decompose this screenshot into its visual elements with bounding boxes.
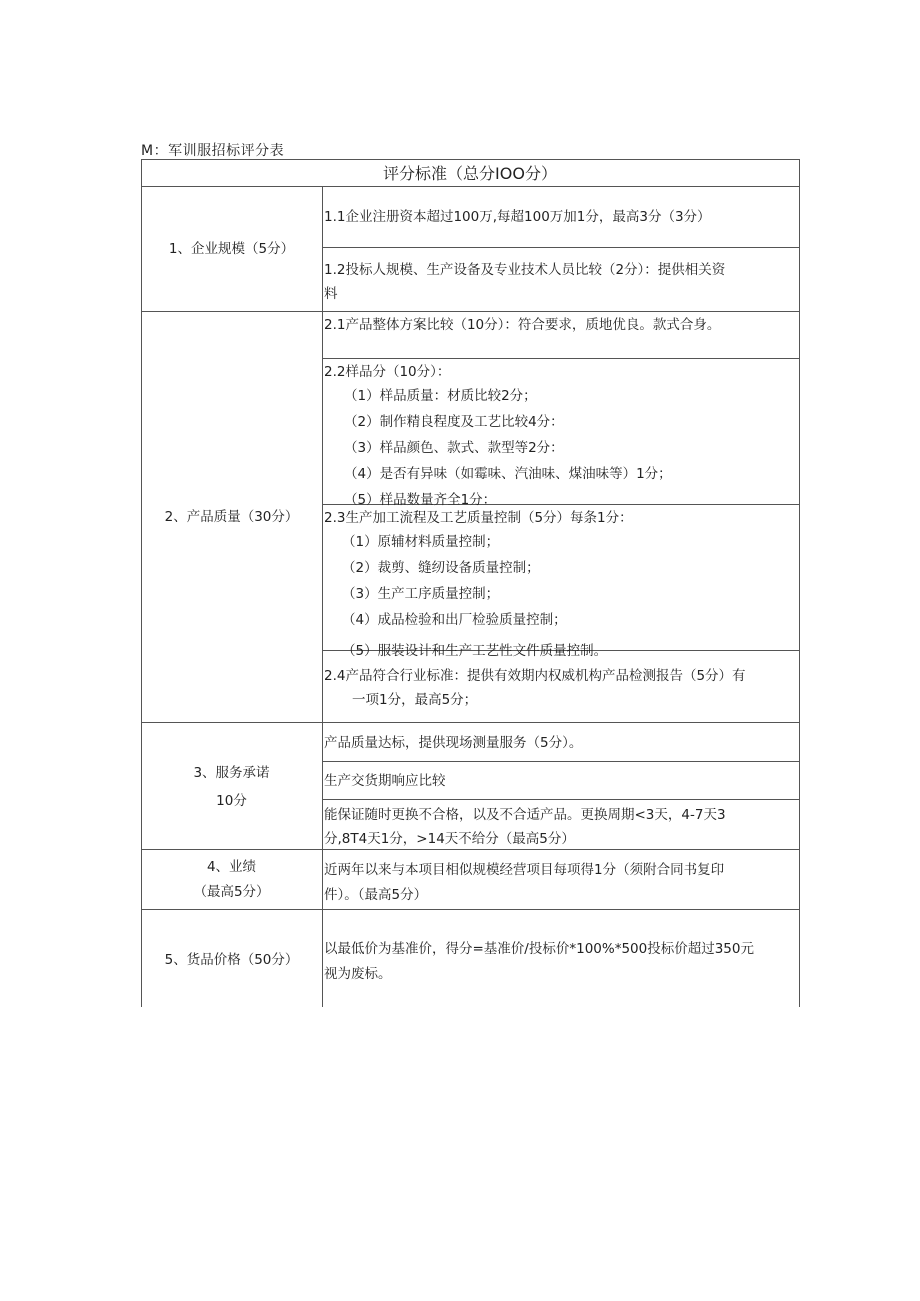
criterion-2-3-title: 2.3生产加工流程及工艺质量控制（5分）每条1分： — [324, 510, 633, 526]
criterion-2-1: 2.1产品整体方案比较（10分）：符合要求，质地优良。款式合身。 — [324, 317, 721, 333]
criterion-3-3-line2: 分,8T4天1分，>14天不给分（最高5分） — [324, 831, 575, 847]
table-header: 评分标准（总分IOO分） — [383, 164, 557, 183]
criterion-3-2: 生产交货期响应比较 — [324, 773, 446, 789]
list-item: （3）生产工序质量控制； — [342, 586, 500, 602]
section-label-price: 5、货品价格（50分） — [164, 952, 299, 968]
criterion-1-1: 1.1企业注册资本超过100万,每超100万加1分，最高3分（3分） — [324, 209, 711, 225]
list-item: （5）服装设计和生产工艺性文件质量控制。 — [342, 643, 608, 659]
list-item: （4）是否有异味（如霉味、汽油味、煤油味等）1分； — [344, 466, 672, 482]
list-item: （3）样品颜色、款式、款型等2分： — [344, 440, 564, 456]
list-item: （5）样品数量齐全1分： — [344, 492, 497, 508]
criterion-2-2 — [323, 359, 799, 508]
criterion-5-line1: 以最低价为基准价，得分=基准价/投标价*100%*500投标价超过350元 — [324, 941, 754, 957]
criterion-2-4-line1: 2.4产品符合行业标准：提供有效期内权威机构产品检测报告（5分）有 — [324, 668, 746, 684]
criterion-4-line2: 件）。（最高5分） — [324, 887, 428, 903]
criterion-1-2-line1: 1.2投标人规模、生产设备及专业技术人员比较（2分）：提供相关资 — [324, 262, 726, 278]
list-item: （2）制作精良程度及工艺比较4分： — [344, 414, 564, 430]
section-label-service: 3、服务承诺 — [193, 765, 270, 781]
section-label-service-points: 10分 — [216, 793, 247, 809]
list-item: （2）裁剪、缝纫设备质量控制； — [342, 560, 540, 576]
section-label-performance-max: （最高5分） — [193, 884, 270, 900]
criterion-3-1: 产品质量达标，提供现场测量服务（5分）。 — [324, 735, 583, 751]
criterion-2-3 — [323, 505, 799, 659]
criterion-2-2-title: 2.2样品分（10分）： — [324, 364, 451, 380]
section-label-enterprise-scale: 1、企业规模（5分） — [168, 241, 295, 257]
list-item: （4）成品检验和出厂检验质量控制； — [342, 612, 567, 628]
criterion-3-3-line1: 能保证随时更换不合格，以及不合适产品。更换周期<3天，4-7天3 — [324, 807, 726, 823]
document-caption: M：军训服招标评分表 — [141, 143, 285, 159]
criterion-2-4-line2: 一项1分，最高5分； — [352, 692, 478, 708]
section-label-product-quality: 2、产品质量（30分） — [164, 509, 299, 525]
list-item: （1）样品质量：材质比较2分； — [344, 388, 537, 404]
criterion-4-line1: 近两年以来与本项目相似规模经营项目每项得1分（须附合同书复印 — [324, 862, 725, 878]
section-label-performance: 4、业绩 — [206, 859, 257, 875]
list-item: （1）原辅材料质量控制； — [342, 534, 500, 550]
criterion-5-line2: 视为废标。 — [324, 966, 392, 982]
criterion-1-2-line2: 料 — [324, 286, 338, 302]
